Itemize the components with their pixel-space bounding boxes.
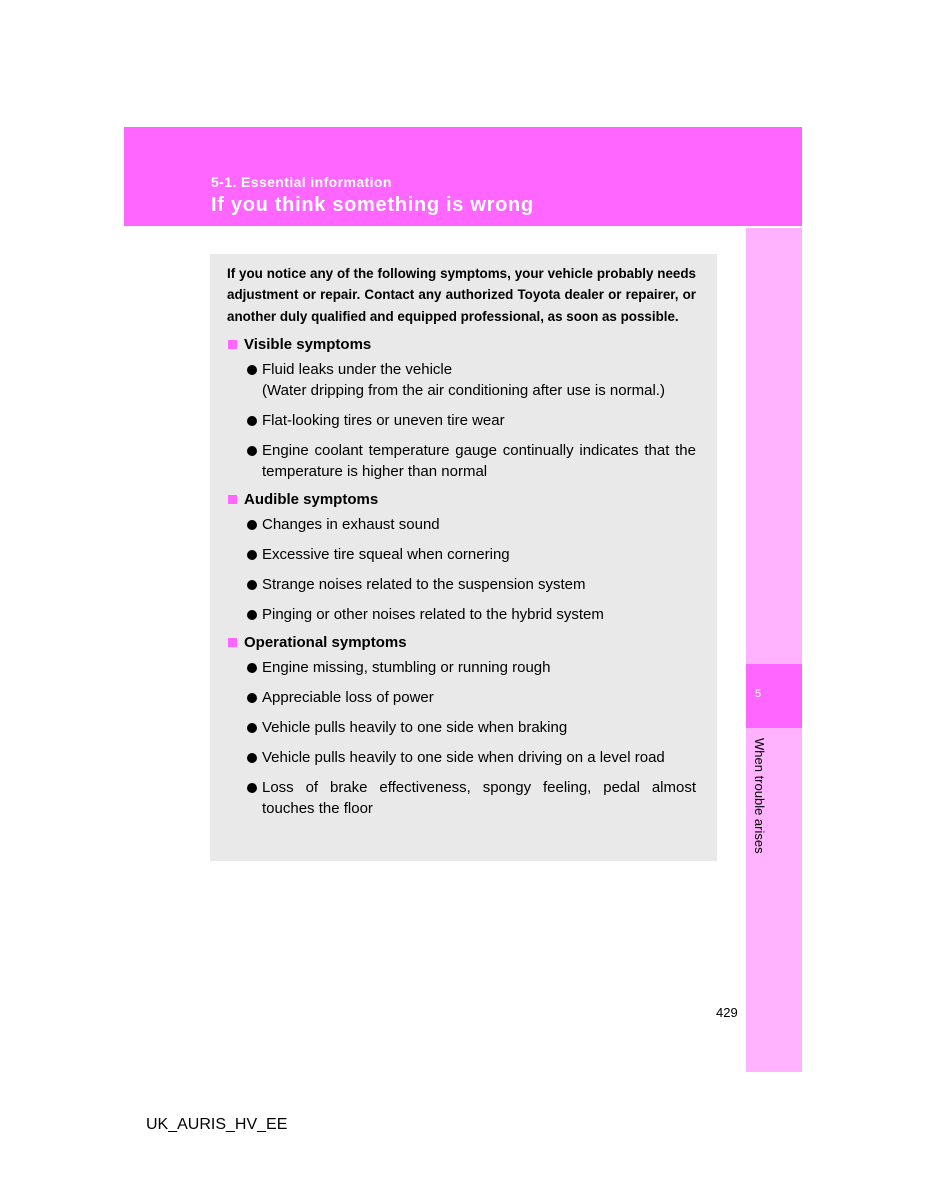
group-heading-text: Visible symptoms xyxy=(244,335,372,353)
content-box xyxy=(210,254,717,861)
list-item xyxy=(227,440,696,482)
symptom-list xyxy=(227,514,696,625)
side-tab xyxy=(746,228,802,1072)
list-item-text: Loss of brake effectiveness, spongy feeling, pedal almost touches the floor xyxy=(262,778,696,817)
list-item-text: Engine coolant temperature gauge continually indicates that the temperature is higher than normal xyxy=(262,441,696,480)
intro-paragraph: If you notice any of the following symptoms, your vehicle probably needs adjustment or repair. Contact any authorized Toyota dealer or repairer, or another duly qualified and equipped professional, as soon as possible. xyxy=(227,266,696,324)
list-item-text: Pinging or other noises related to the hybrid system xyxy=(262,605,604,623)
bullet-icon xyxy=(247,693,257,703)
list-item-text: Flat-looking tires or uneven tire wear xyxy=(262,411,505,429)
list-item xyxy=(227,544,696,565)
group-heading xyxy=(227,490,696,510)
symptom-group-operational xyxy=(227,633,696,819)
chapter-number: 5 xyxy=(755,688,762,700)
list-item xyxy=(227,717,696,738)
group-heading xyxy=(227,633,696,653)
list-item-text: Appreciable loss of power xyxy=(262,688,434,706)
list-item-text: Excessive tire squeal when cornering xyxy=(262,545,510,563)
symptom-group-audible xyxy=(227,490,696,625)
bullet-icon xyxy=(247,520,257,530)
bullet-icon xyxy=(247,580,257,590)
symptom-list xyxy=(227,359,696,482)
group-heading xyxy=(227,335,696,355)
square-bullet-icon xyxy=(228,495,237,504)
list-item xyxy=(227,574,696,595)
list-item-note: (Water dripping from the air conditioning after use is normal.) xyxy=(262,381,665,399)
bullet-icon xyxy=(247,416,257,426)
chapter-box xyxy=(746,664,802,728)
square-bullet-icon xyxy=(228,638,237,647)
list-item xyxy=(227,359,696,401)
list-item-text: Vehicle pulls heavily to one side when braking xyxy=(262,718,568,736)
bullet-icon xyxy=(247,610,257,620)
symptom-list xyxy=(227,657,696,819)
list-item xyxy=(227,777,696,819)
square-bullet-icon xyxy=(228,340,237,349)
bullet-icon xyxy=(247,723,257,733)
list-item-text: Engine missing, stumbling or running rough xyxy=(262,658,551,676)
list-item-text: Vehicle pulls heavily to one side when driving on a level road xyxy=(262,748,665,766)
page-number: 429 xyxy=(716,1005,738,1020)
list-item xyxy=(227,514,696,535)
bullet-icon xyxy=(247,550,257,560)
list-item xyxy=(227,604,696,625)
bullet-icon xyxy=(247,663,257,673)
bullet-icon xyxy=(247,365,257,375)
group-heading-text: Audible symptoms xyxy=(244,490,379,508)
bullet-icon xyxy=(247,753,257,763)
list-item-text: Fluid leaks under the vehicle xyxy=(262,360,453,378)
list-item xyxy=(227,687,696,708)
section-label: 5-1. Essential information xyxy=(211,174,392,190)
list-item xyxy=(227,657,696,678)
list-item xyxy=(227,410,696,431)
symptom-group-visible xyxy=(227,335,696,482)
header-band xyxy=(124,127,802,226)
group-heading-text: Operational symptoms xyxy=(244,633,407,651)
list-item-text: Strange noises related to the suspension system xyxy=(262,575,586,593)
chapter-title: When trouble arises xyxy=(752,738,767,854)
document-code: UK_AURIS_HV_EE xyxy=(146,1116,288,1133)
list-item xyxy=(227,747,696,768)
list-item-text: Changes in exhaust sound xyxy=(262,515,440,533)
bullet-icon xyxy=(247,446,257,456)
page-title: If you think something is wrong xyxy=(211,194,534,216)
bullet-icon xyxy=(247,783,257,793)
